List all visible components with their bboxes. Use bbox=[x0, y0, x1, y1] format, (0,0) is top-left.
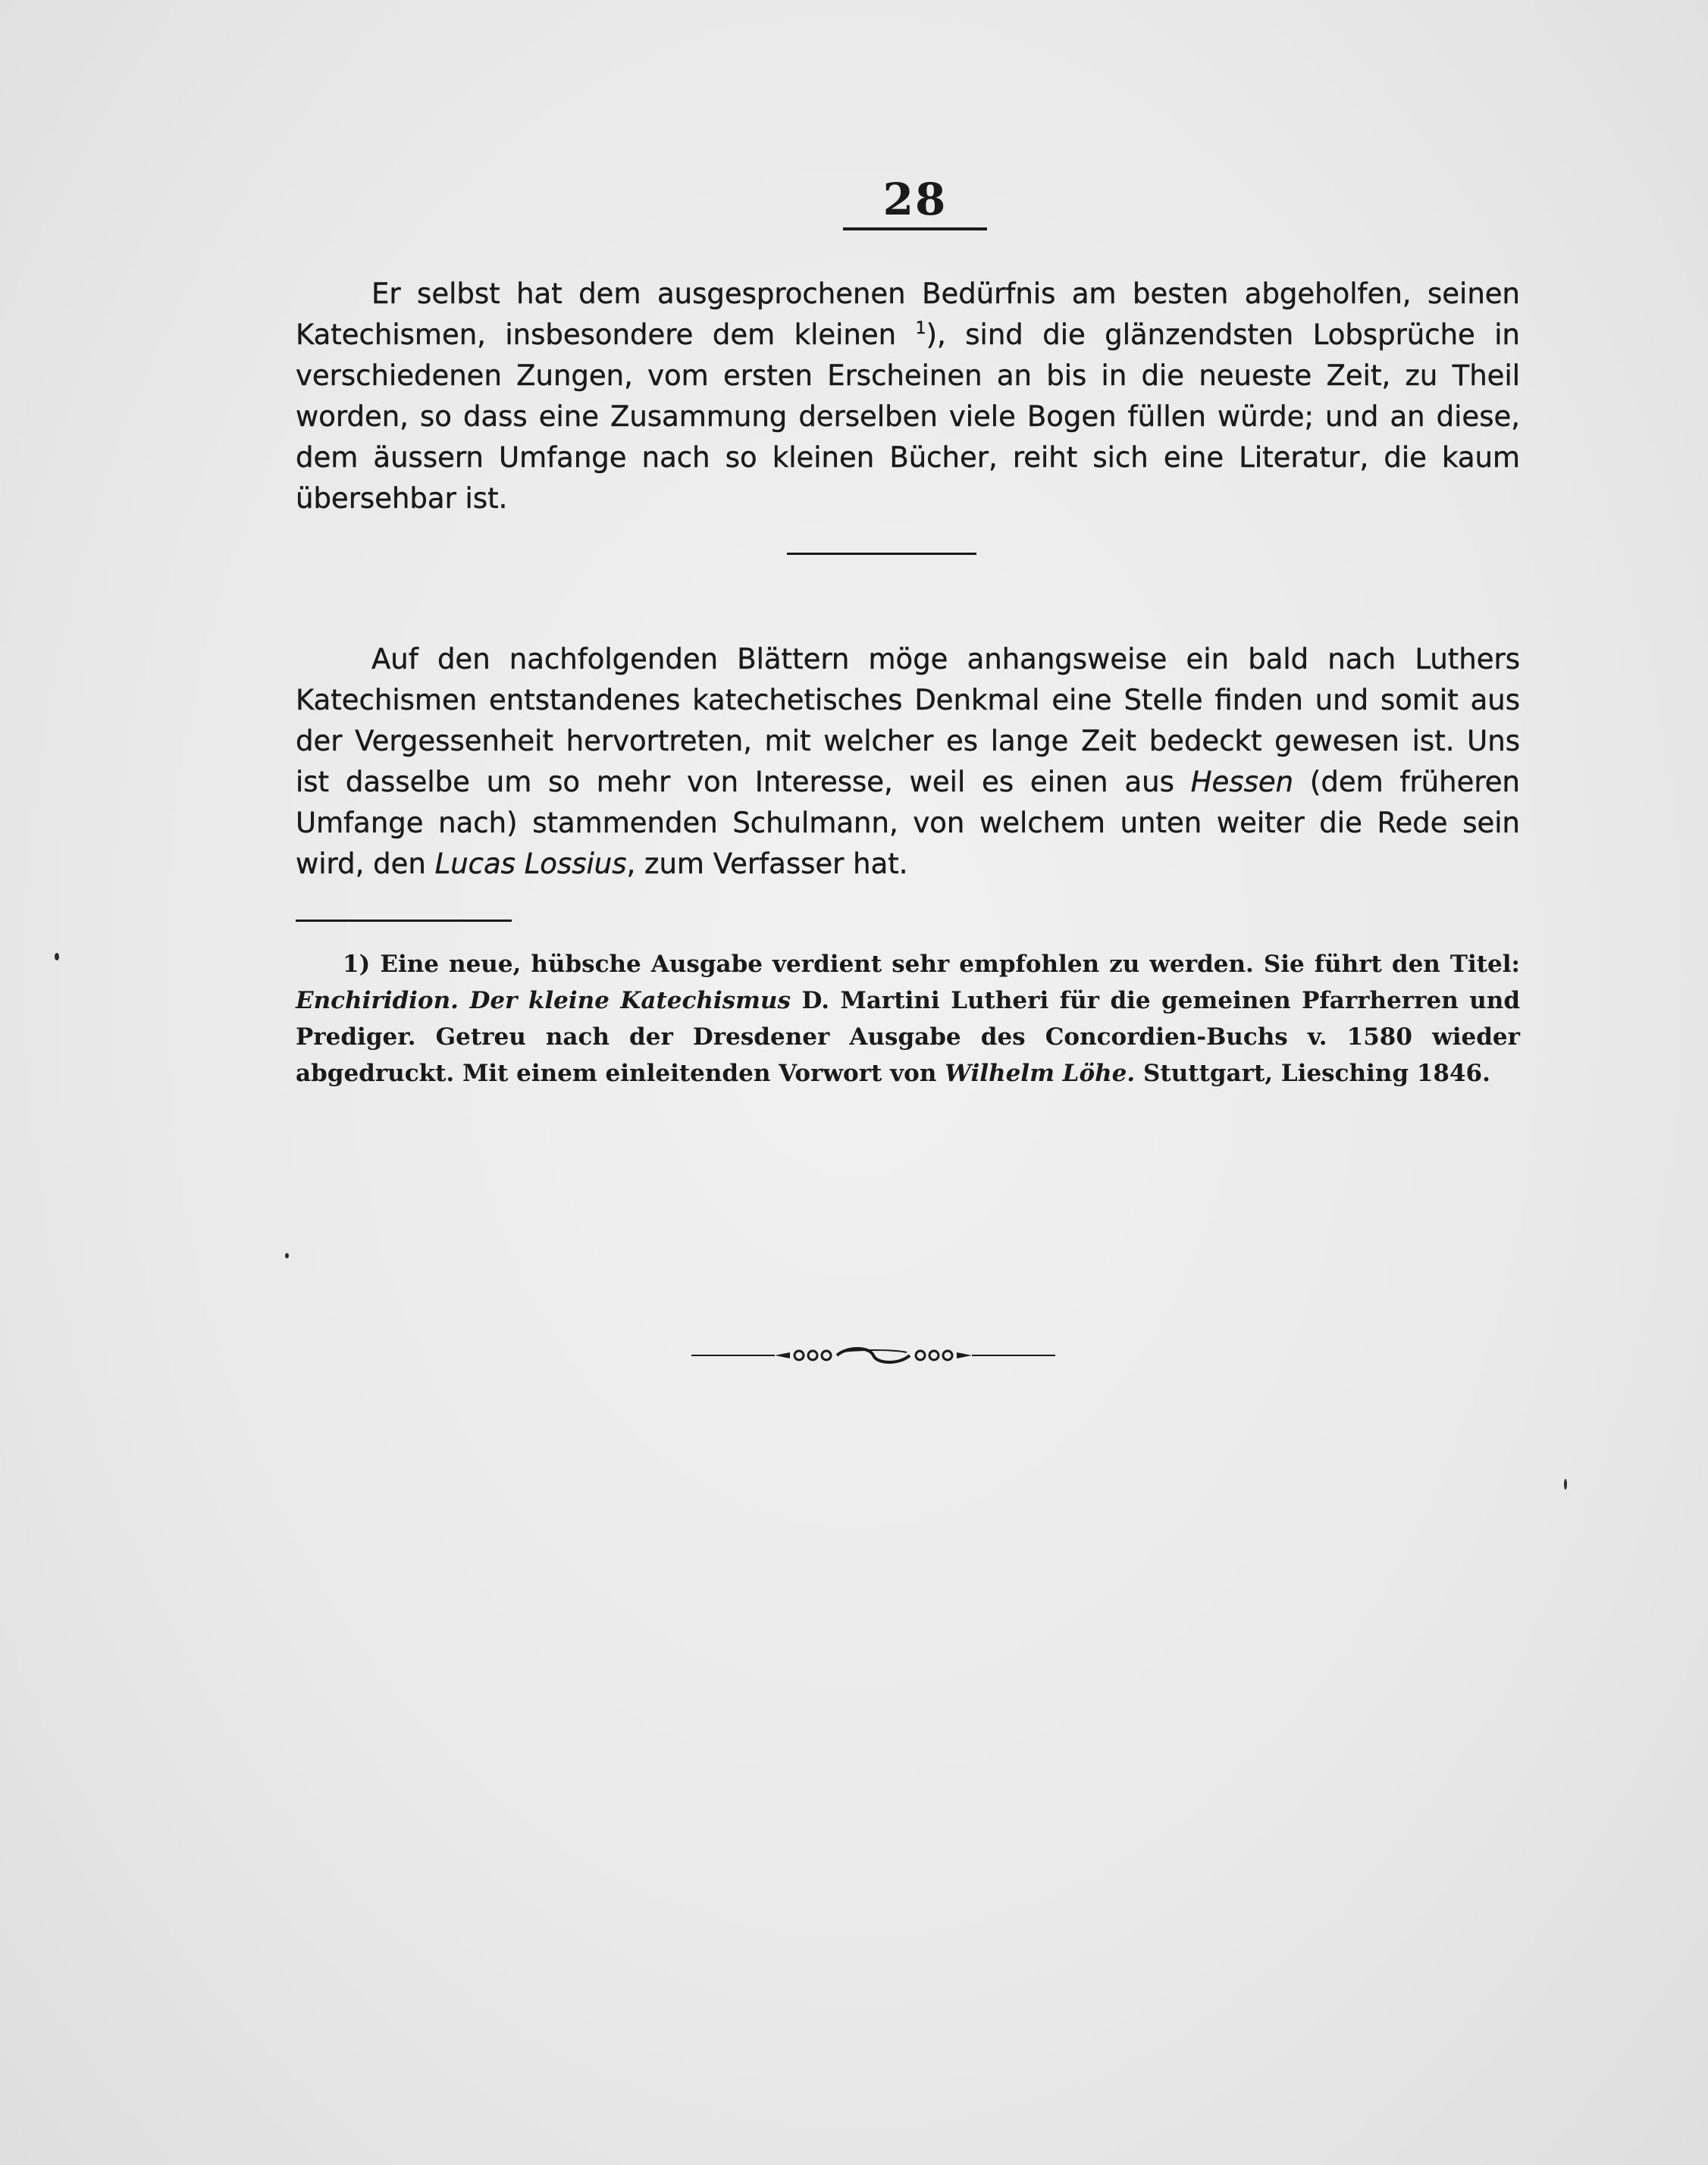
footnote-text-b: D. Martini Lutheri für die gemeinen Pfarrherren und Prediger. Getreu nach der Dresdener Ausgabe des Concordien-Buchs v. 1580 wieder abgedruckt. Mit einem einleitenden Vorwort von bbox=[296, 987, 1520, 1087]
paragraph-1-text-a: Er selbst hat dem ausgesprochenen Bedürfnis am besten abgeholfen, seinen Katechismen, insbesondere dem kleinen bbox=[296, 277, 1520, 351]
footnote-separator-rule bbox=[296, 920, 512, 922]
page-number: 28 bbox=[882, 174, 948, 225]
paragraph-2-text-b: (dem früheren Umfange nach) stammenden Schulmann, von welchem unten weiter die Rede sein wird, den bbox=[296, 766, 1520, 880]
footnote bbox=[296, 946, 1520, 1092]
paragraph-2 bbox=[296, 639, 1520, 885]
footnote-text-c: Stuttgart, Liesching 1846. bbox=[1142, 1060, 1490, 1087]
scan-speck bbox=[55, 953, 59, 960]
section-divider-rule bbox=[787, 553, 976, 555]
footnote-author-italic: Wilhelm Löhe. bbox=[945, 1060, 1136, 1087]
footnote-reference: 1 bbox=[915, 319, 926, 338]
place-name-hessen: Hessen bbox=[1190, 766, 1294, 798]
paragraph-2-text-a: Auf den nachfolgenden Blättern möge anhangsweise ein bald nach Luthers Katechismen entstandenes katechetisches Denkmal eine Stelle finden und somit aus der Vergessenheit hervortreten, mit welcher es lange Zeit bedeckt gewesen ist. Uns ist dasselbe um so mehr von Interesse, weil es einen aus bbox=[296, 643, 1520, 798]
footnote-text-a: Eine neue, hübsche Ausgabe verdient sehr empfohlen zu werden. Sie führt den Titel: bbox=[380, 951, 1521, 978]
paragraph-2-text-c: , zum Verfasser hat. bbox=[626, 848, 908, 880]
person-name-lossius: Lucas Lossius bbox=[434, 848, 627, 880]
footnote-marker: 1) bbox=[343, 951, 371, 978]
page-number-underline bbox=[843, 227, 987, 230]
footnote-title-italic: Enchiridion. Der kleine Katechismus bbox=[296, 987, 791, 1014]
paragraph-1-text-b: ), sind die glänzendsten Lobsprüche in verschiedenen Zungen, vom ersten Erscheinen an bis in die neueste Zeit, zu Theil worden, so dass eine Zusammung derselben viele Bogen füllen würde; und an diese, dem äussern Umfange nach so kleinen Bücher, reiht sich eine Literatur, die kaum übersehbar ist. bbox=[296, 318, 1521, 515]
page-number-block bbox=[843, 173, 987, 226]
paragraph-1 bbox=[296, 274, 1520, 519]
end-ornament-icon bbox=[691, 1342, 1055, 1369]
scan-speck bbox=[1564, 1479, 1567, 1490]
scan-speck bbox=[285, 1253, 289, 1258]
